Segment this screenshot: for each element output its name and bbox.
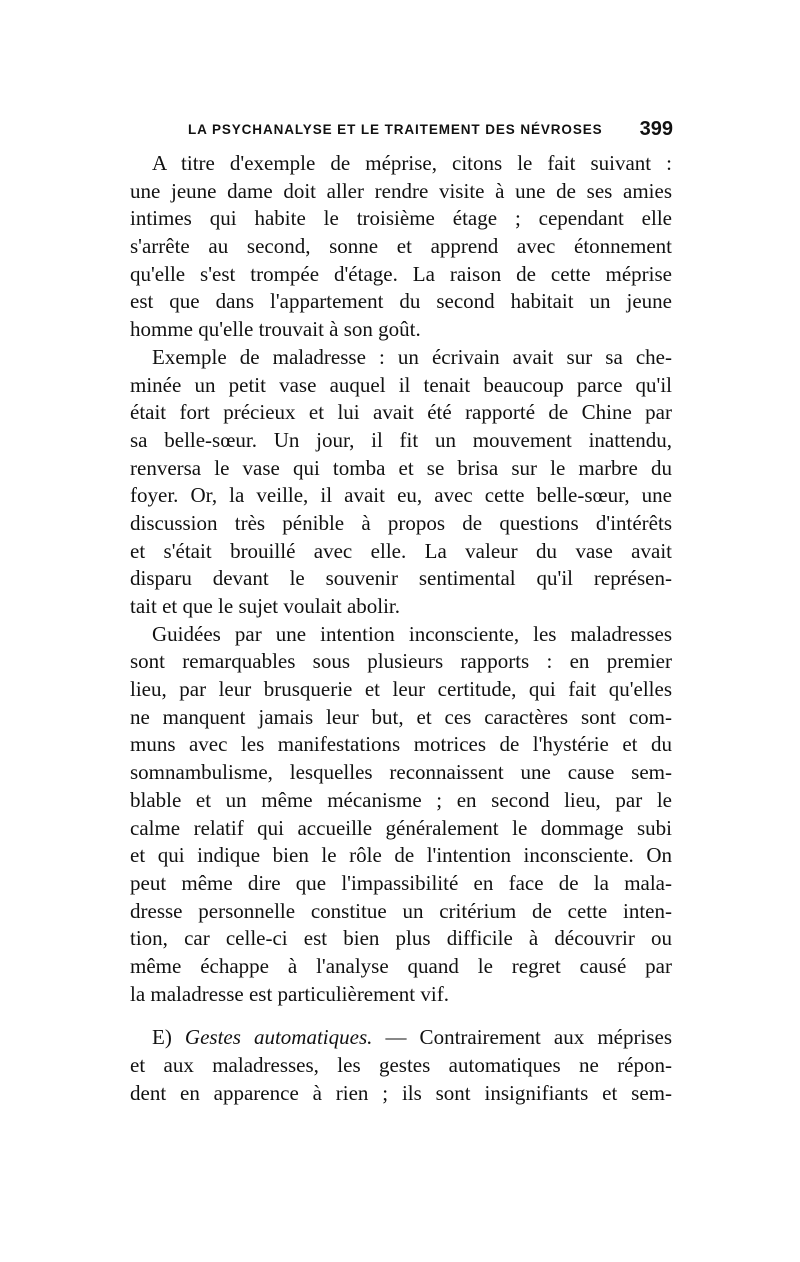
section-title: Gestes automatiques. [184,1025,373,1050]
running-head [188,118,673,142]
text-line: et aux maladresses, les gestes automatiques ne répon- [130,1053,672,1077]
text-line: blable et un même mécanisme ; en second lieu, par le [130,787,672,812]
text-line: sa belle-sœur. Un jour, il fit un mouvement inattendu, [130,427,672,452]
text-line: renversa le vase qui tomba et se brisa sur le marbre du [130,455,672,480]
text-line: et s'était brouillé avec elle. La valeur du vase avait [130,538,672,563]
text-line: foyer. Or, la veille, il avait eu, avec cette belle-sœur, une [130,483,672,508]
text-line: dresse personnelle constitue un critérium de cette inten- [130,898,672,923]
text-line: était fort précieux et lui avait été rapporté de Chine par [130,400,672,425]
text-line: tion, car celle-ci est bien plus difficile à découvrir ou [130,926,672,951]
text-line: la maladresse est particulièrement vif. [130,981,449,1006]
text-line: A titre d'exemple de méprise, citons le fait suivant : [152,151,672,175]
text-line: tait et que le sujet voulait abolir. [130,594,401,618]
text-line: qu'elle s'est trompée d'étage. La raison de cette méprise [130,261,672,286]
text-line: lieu, par leur brusquerie et leur certitude, qui fait qu'elles [130,677,672,702]
text-line: Guidées par une intention inconsciente, les maladresses [152,621,672,646]
text-line: Exemple de maladresse : un écrivain avait sur sa che- [152,344,672,369]
running-title: LA PSYCHANALYSE ET LE TRAITEMENT DES NÉVROSES [188,122,603,137]
text-line: même échappe à l'analyse quand le regret causé par [130,953,672,978]
paragraph-meprise-example [130,150,672,344]
text-line: minée un petit vase auquel il tenait beaucoup parce qu'il [130,372,672,397]
text-line: disparu devant le souvenir sentimental qu'il représen- [130,566,672,591]
section-first-line-rest: — Contrairement aux méprises [372,1025,672,1050]
text-line: peut même dire que l'impassibilité en face de la mala- [130,870,672,895]
text-line: dent en apparence à rien ; ils sont insignifiants et sem- [130,1080,672,1105]
text-line: est que dans l'appartement du second habitait un jeune [130,289,672,314]
page-number: 399 [639,118,673,140]
text-line: s'arrête au second, sonne et apprend avec étonnement [130,234,672,259]
text-line: sont remarquables sous plusieurs rapports : en premier [130,649,672,674]
text-line: intimes qui habite le troisième étage ; cependant elle [130,206,672,231]
section-label: E) [152,1025,185,1050]
text-line: ne manquent jamais leur but, et ces caractères sont com- [130,704,672,729]
text-line: calme relatif qui accueille généralement le dommage subi [130,815,672,840]
section-gestes-automatiques [130,1024,672,1107]
text-line: muns avec les manifestations motrices de l'hystérie et du [130,732,672,757]
text-line: homme qu'elle trouvait à son goût. [130,317,421,342]
paragraph-maladresse-characteristics [130,621,672,1009]
body-text [130,150,672,1107]
paragraph-maladresse-example [130,344,672,621]
section-heading-line [130,1024,672,1052]
text-line: discussion très pénible à propos de questions d'intérêts [130,510,672,535]
section-gap [130,1008,672,1024]
text-line: somnambulisme, lesquelles reconnaissent une cause sem- [130,760,672,785]
text-line: et qui indique bien le rôle de l'intention inconsciente. On [130,843,672,868]
text-line: une jeune dame doit aller rendre visite à une de ses amies [130,178,672,203]
